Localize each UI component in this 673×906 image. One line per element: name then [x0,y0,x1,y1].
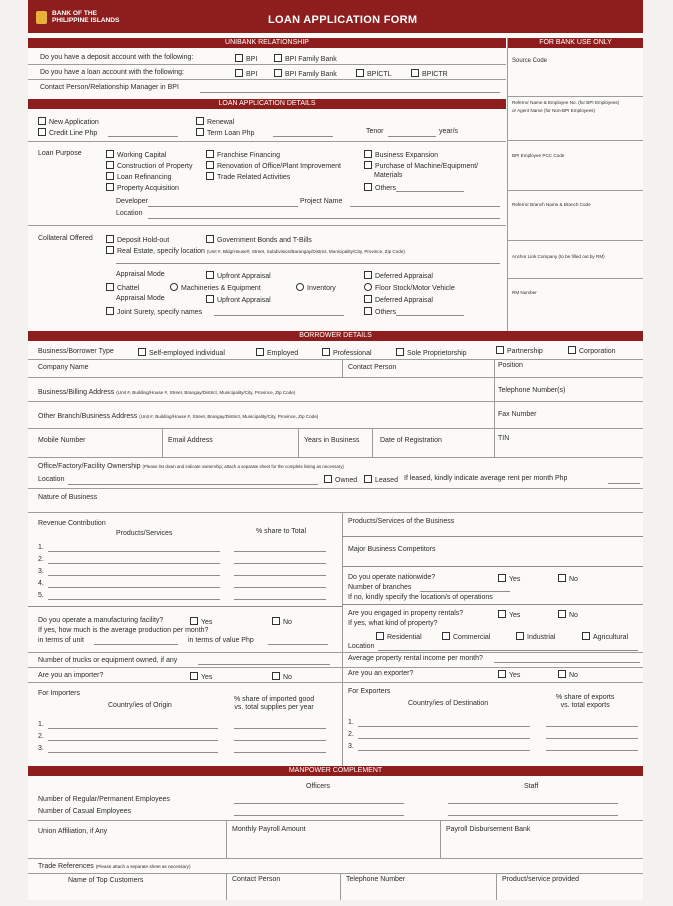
export-share-3[interactable] [546,750,638,751]
import-share-2[interactable] [234,740,326,741]
cb-loan-family[interactable]: BPI Family Bank [274,69,337,79]
nationwide-label: Do you operate nationwide? [348,574,436,581]
project-location-field[interactable] [148,218,500,219]
unit-field[interactable] [94,644,178,645]
divider [28,377,643,378]
cb-deposit-family[interactable]: BPI Family Bank [274,54,337,64]
cb-purpose-others[interactable]: Others [364,183,396,193]
share-field-3[interactable] [234,575,326,576]
cb-employed[interactable]: Employed [256,348,298,358]
contact-person-label: Contact Person [348,364,397,371]
divider [508,96,643,97]
country-origin-header: Country/ies of Origin [108,702,172,709]
developer-field[interactable] [148,206,298,207]
share-field-5[interactable] [234,599,326,600]
for-exporters-label: For Exporters [348,688,391,695]
section-loan-details: LOAN APPLICATION DETAILS [28,99,506,109]
radio-machineries[interactable]: Machineries & Equipment [170,283,261,293]
product-field-3[interactable] [48,575,220,576]
credit-line-field[interactable] [108,136,178,137]
bpi-logo-icon [36,11,47,24]
divider [28,606,342,607]
ownership-location-label: Location [38,476,65,483]
cb-loan-refinancing[interactable]: Loan Refinancing [106,172,172,182]
rentals-label: Are you engaged in property rentals? [348,610,464,617]
product-field-4[interactable] [48,587,220,588]
pcc-code-label: BPI Employee PCC Code [512,153,565,158]
cb-joint-surety[interactable]: Joint Surety, specify names [106,307,202,317]
bank-use-divider [507,38,508,331]
cb-self-employed[interactable]: Self-employed individual [138,348,225,358]
cb-partnership[interactable]: Partnership [496,346,543,356]
casual-staff-field[interactable] [448,815,618,816]
export-share-2[interactable] [546,738,638,739]
ownership-label: Office/Factory/Facility Ownership (Please list down and indicate ownership; attach a separate sheet for the complete listing as necessary) [38,463,344,470]
rent-field[interactable] [608,483,640,484]
avg-rental-label: Average property rental income per month? [348,655,483,662]
cb-chattel[interactable]: Chattel [106,283,139,293]
purpose-others-field[interactable] [396,191,464,192]
cb-nationwide-yes[interactable]: Yes [498,574,520,584]
divider [28,667,643,668]
import-share-3[interactable] [234,752,326,753]
leased-rent-label: If leased, kindly indicate average rent per month Php [404,475,568,482]
divider [508,140,643,141]
for-importers-label: For Importers [38,690,81,697]
tenor-field[interactable] [388,136,436,137]
staff-header: Staff [524,783,539,790]
row-number: 1. [38,721,44,728]
product-field-2[interactable] [48,563,220,564]
avg-production-label: If yes, how much is the average production per month? [38,627,209,634]
borrower-type-label: Business/Borrower Type [38,348,114,355]
share-total-header: % share to Total [256,528,307,535]
row-number: 2. [38,556,44,563]
row-number: 4. [38,580,44,587]
product-field-5[interactable] [48,599,220,600]
source-code-label: Source Code [512,58,548,64]
q-loan-label: Do you have a loan account with the following: [40,69,184,76]
union-label: Union Affiliation, if Any [38,828,108,835]
value-label: in terms of value Php [188,637,254,644]
cb-business-expansion[interactable]: Business Expansion [364,150,438,160]
divider [440,820,441,858]
section-manpower: MANPOWER COMPLEMENT [28,766,643,776]
exporter-label: Are you an exporter? [348,670,414,677]
loan-purpose-label: Loan Purpose [38,150,82,157]
payroll-bank-label: Payroll Disbursement Bank [446,826,531,833]
payroll-label: Monthly Payroll Amount [232,826,306,833]
tenor-label: Tenor [366,128,384,135]
importer-label: Are you an importer? [38,672,104,679]
trucks-label: Number of trucks or equipment owned, if any [38,657,178,664]
product-field-1[interactable] [48,551,220,552]
divider [508,190,643,191]
row-number: 3. [38,745,44,752]
row-number: 1. [348,719,354,726]
branches-label: Number of branches [348,584,412,591]
cb-construction[interactable]: Construction of Property [106,161,192,171]
regular-employees-label: Number of Regular/Permanent Employees [38,796,170,803]
cb-purchase-machine[interactable]: Purchase of Machine/Equipment/ [364,161,478,171]
years-business-label: Years in Business [304,437,360,444]
location-label: Location [116,210,143,217]
cb-gov-bonds[interactable]: Government Bonds and T-Bills [206,235,312,245]
appraisal-mode-label: Appraisal Mode [116,271,165,278]
term-loan-field[interactable] [273,136,333,137]
cb-importer-yes[interactable]: Yes [190,672,212,682]
date-registration-label: Date of Registration [380,437,442,444]
country-destination-header: Country/ies of Destination [408,700,489,707]
divider [28,79,506,80]
project-name-label: Project Name [300,198,343,205]
bank-name: BANK OF THE PHILIPPINE ISLANDS [52,10,120,24]
regular-officers-field[interactable] [234,803,404,804]
referror-label: Referror Name & Employee No. (for BPI Employees) or Agent Name (for Non-BPI Employees) [512,100,620,113]
regular-staff-field[interactable] [448,803,618,804]
unit-label: in terms of unit [38,637,84,644]
form-header [28,0,643,33]
cb-nationwide-no[interactable]: No [558,574,578,584]
divider [372,428,373,457]
rent-location-label: Location [348,643,375,650]
tin-label: TIN [498,435,510,442]
other-branch-label: Other Branch/Business Address (Unit #, Building/House #, Street, Brangay/District, Municipality/City, Province, Zip Code) [38,413,319,420]
joint-surety-field[interactable] [214,315,344,316]
materials-label: Materials [374,172,403,179]
divider [342,536,643,537]
divider [28,64,506,65]
contact-rm-label: Contact Person/Relationship Manager in BPI [40,84,179,91]
appraisal-mode-label-2: Appraisal Mode [116,295,165,302]
cb-corporation[interactable]: Corporation [568,346,616,356]
divider [226,873,227,900]
cb-renewal[interactable]: Renewal [196,117,234,127]
divider [226,820,227,858]
casual-employees-label: Number of Casual Employees [38,808,131,815]
cb-upfront-appraisal-2[interactable]: Upfront Appraisal [206,295,271,305]
divider [28,141,506,142]
casual-officers-field[interactable] [234,815,404,816]
row-number: 2. [348,731,354,738]
cb-credit-line[interactable]: Credit Line Php [38,128,97,138]
divider [28,682,643,683]
cb-new-application[interactable]: New Application [38,117,99,127]
divider [28,488,643,489]
divider [298,428,299,457]
contact-rm-field[interactable] [200,92,500,93]
fax-label: Fax Number [498,411,537,418]
top-customers-header: Name of Top Customers [68,877,144,884]
row-number: 3. [38,568,44,575]
cb-rentals-yes[interactable]: Yes [498,610,520,620]
share-field-2[interactable] [234,563,326,564]
collateral-label: Collateral Offered [38,235,93,242]
cb-owned[interactable]: Owned [324,475,357,485]
cb-collateral-others[interactable]: Others [364,307,396,317]
share-field-1[interactable] [234,551,326,552]
import-country-1[interactable] [48,728,218,729]
divider [28,873,643,874]
cb-loan-bpictr[interactable]: BPICTR [411,69,448,79]
cb-franchise[interactable]: Franchise Financing [206,150,280,160]
divider [496,873,497,900]
collateral-others-field[interactable] [396,315,464,316]
rm-number-label: RM Number [512,290,537,295]
section-bank-use: FOR BANK USE ONLY [508,38,643,48]
cb-real-estate[interactable]: Real Estate, specify location (Unit #, Bldg/House#, Street, Subdivision/Barangay/District, Municipality/City, Province, Zip Code) [106,246,405,256]
import-country-3[interactable] [48,752,218,753]
cb-deposit-holdout[interactable]: Deposit Hold-out [106,235,169,245]
divider [28,820,643,821]
cb-industrial[interactable]: Industrial [516,632,555,642]
divider [508,240,643,241]
divider [28,512,643,513]
loan-application-form [28,0,643,900]
position-label: Position [498,362,523,369]
cb-agricultural[interactable]: Agricultural [582,632,628,642]
divider [28,457,643,458]
branch-code-label: Referror Branch Name & Branch Code [512,202,591,207]
share-exports-header: % share of exports vs. total exports [556,694,615,709]
products-services-header: Products/Services [116,530,173,537]
form-title: LOAN APPLICATION FORM [268,14,418,26]
cb-rentals-no[interactable]: No [558,610,578,620]
anchor-company-label: Anchor Link Company (to be filled out by RM) [512,254,605,259]
row-number: 1. [38,544,44,551]
cb-loan-bpictl[interactable]: BPICTL [356,69,392,79]
company-name-label: Company Name [38,364,89,371]
revenue-label: Revenue Contribution [38,520,106,527]
cb-residential[interactable]: Residential [376,632,422,642]
years-label: year/s [439,128,459,135]
trade-references-label: Trade References (Please attach a separate sheet as necessary) [38,863,191,870]
project-name-field[interactable] [350,206,500,207]
cb-deferred-appraisal[interactable]: Deferred Appraisal [364,271,433,281]
real-estate-location-field[interactable] [116,263,500,264]
cb-trade-related[interactable]: Trade Related Activities [206,172,290,182]
export-country-1[interactable] [358,726,530,727]
export-country-3[interactable] [358,750,530,751]
cb-exporter-no[interactable]: No [558,670,578,680]
divider [28,359,643,360]
cb-renovation[interactable]: Renovation of Office/Plant Improvement [206,161,341,171]
row-number: 5. [38,592,44,599]
trucks-field[interactable] [198,664,330,665]
radio-inventory[interactable]: Inventory [296,283,336,293]
ownership-location-field[interactable] [68,484,318,485]
ref-contact-header: Contact Person [232,876,281,883]
cb-deposit-bpi[interactable]: BPI [235,54,257,64]
radio-floor-stock[interactable]: Floor Stock/Motor Vehicle [364,283,455,293]
cb-manufacturing-no[interactable]: No [272,617,292,627]
cb-exporter-yes[interactable]: Yes [498,670,520,680]
business-products-label: Products/Services of the Business [348,518,455,525]
cb-property-acquisition[interactable]: Property Acquisition [106,183,179,193]
divider [28,858,643,859]
cb-professional[interactable]: Professional [322,348,372,358]
cb-leased[interactable]: Leased [364,475,398,485]
section-borrower: BORROWER DETAILS [28,331,643,341]
share-field-4[interactable] [234,587,326,588]
share-imported-header: % share of imported good vs. total supplies per year [234,696,315,711]
cb-loan-bpi[interactable]: BPI [235,69,257,79]
telephone-label: Telephone Number(s) [498,387,566,394]
cb-sole-prop[interactable]: Sole Proprietorship [396,348,467,358]
export-share-1[interactable] [546,726,638,727]
divider [28,652,643,653]
rent-location-field[interactable] [378,650,638,651]
branches-field[interactable] [420,591,510,592]
mobile-label: Mobile Number [38,437,86,444]
divider [342,566,643,567]
divider [342,359,343,377]
q-deposit-label: Do you have a deposit account with the following: [40,54,194,61]
product-provided-header: Product/service provided [502,876,580,883]
what-kind-label: If yes, what kind of property? [348,620,438,627]
divider [28,225,506,226]
divider [340,873,341,900]
divider [28,428,643,429]
value-field[interactable] [268,644,328,645]
nature-business-label: Nature of Business [38,494,98,501]
divider [342,604,643,605]
developer-label: Developer [116,198,148,205]
cb-working-capital[interactable]: Working Capital [106,150,166,160]
divider [342,512,343,766]
section-unibank: UNIBANK RELATIONSHIP [28,38,506,48]
cb-commercial[interactable]: Commercial [442,632,490,642]
specify-location-label: If no, kindly specify the location/s of operations [348,594,493,601]
cb-importer-no[interactable]: No [272,672,292,682]
import-share-1[interactable] [234,728,326,729]
cb-term-loan[interactable]: Term Loan Php [196,128,254,138]
cb-manufacturing-yes[interactable]: Yes [190,617,212,627]
officers-header: Officers [306,783,330,790]
cb-upfront-appraisal[interactable]: Upfront Appraisal [206,271,271,281]
avg-rental-field[interactable] [494,662,640,663]
cb-deferred-appraisal-2[interactable]: Deferred Appraisal [364,295,433,305]
manufacturing-label: Do you operate a manufacturing facility? [38,617,164,624]
email-label: Email Address [168,437,213,444]
ref-phone-header: Telephone Number [346,876,406,883]
row-number: 3. [348,743,354,750]
divider [28,401,643,402]
row-number: 2. [38,733,44,740]
competitors-label: Major Business Competitors [348,546,436,553]
billing-address-label: Business/Billing Address (Unit #, Building/House #, Street, Brangay/District, Municipality/City, Province, Zip Code) [38,389,296,396]
divider [494,359,495,457]
divider [162,428,163,457]
import-country-2[interactable] [48,740,218,741]
export-country-2[interactable] [358,738,530,739]
divider [508,278,643,279]
